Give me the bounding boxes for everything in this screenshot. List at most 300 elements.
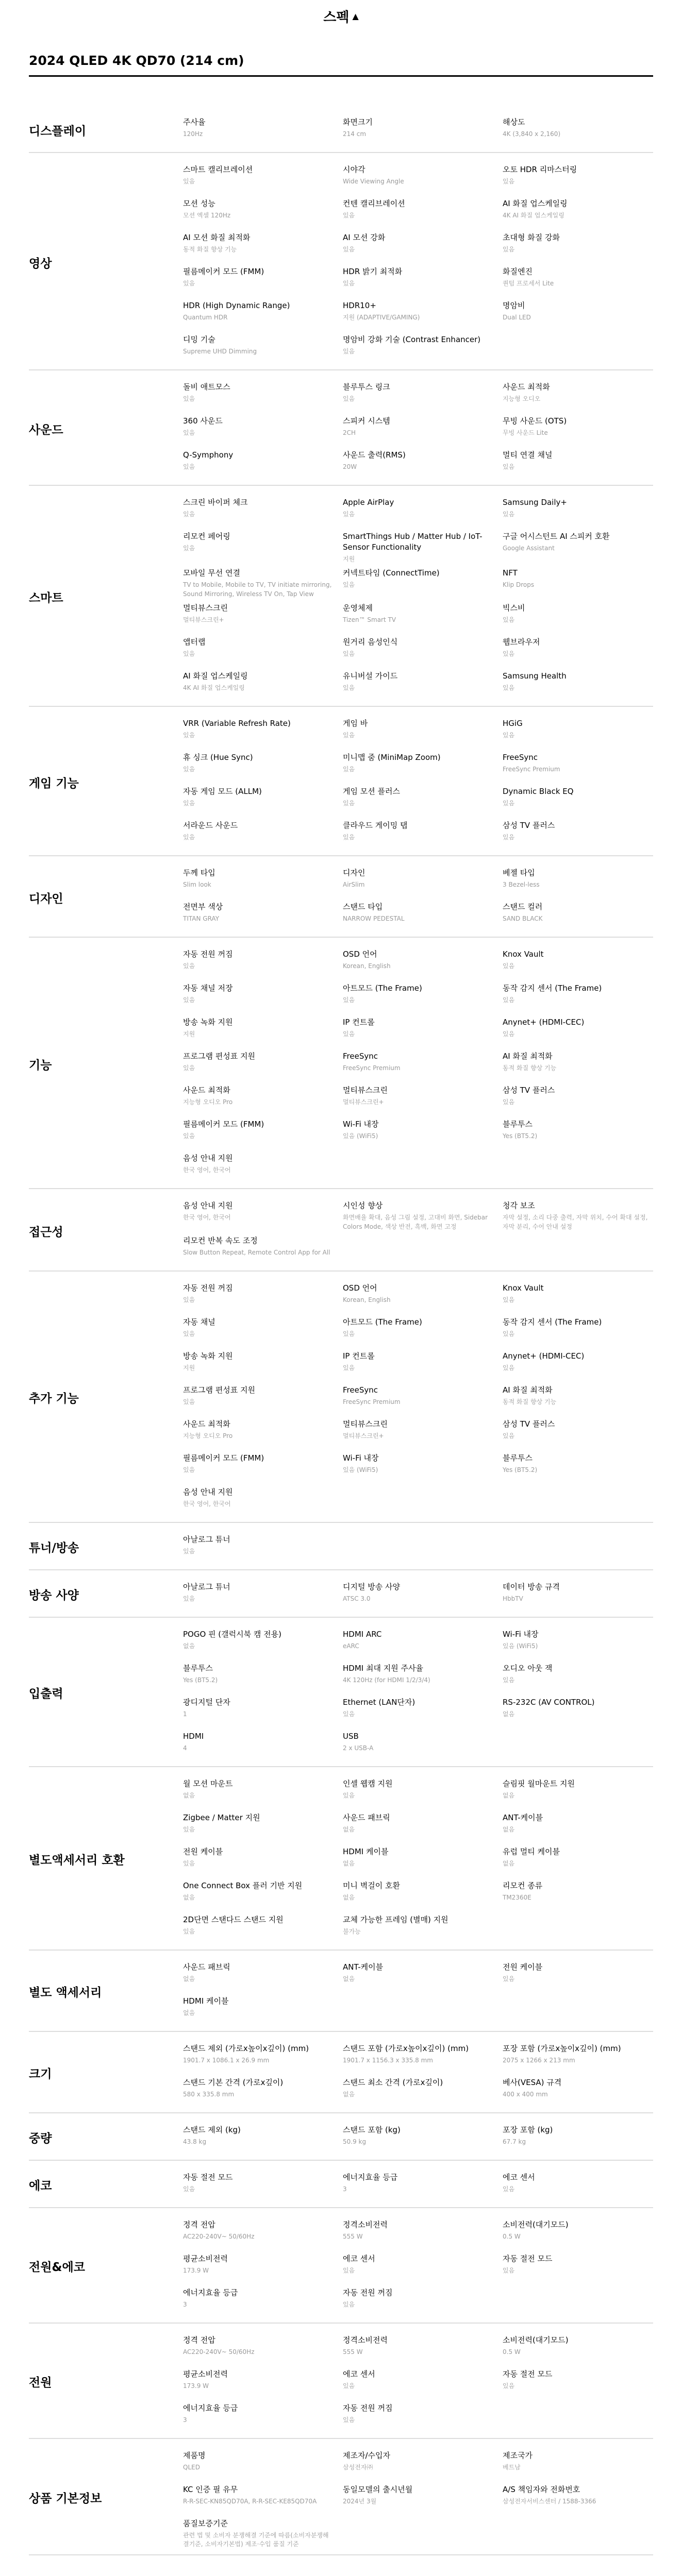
spec-item: [343, 228, 493, 262]
spec-label: 무빙 사운드 (OTS): [503, 416, 567, 426]
spec-value: 지능형 오디오 Pro: [183, 1098, 233, 1106]
spec-value: 4K AI 화질 업스케일링: [183, 684, 245, 692]
spec-item: [503, 2365, 653, 2399]
spec-label: 유럽 멀티 케이블: [503, 1846, 560, 1856]
spec-item: [183, 1774, 334, 1808]
spec-item: [183, 1231, 334, 1265]
spec-value: 있음 (WiFi5): [503, 1642, 538, 1650]
spec-label: 광디지털 단자: [183, 1697, 230, 1707]
spec-value: 있음: [503, 1296, 515, 1303]
spec-value: 4: [183, 1744, 187, 1752]
spec-label: 오디오 아웃 잭: [503, 1663, 553, 1673]
spec-item: [183, 1727, 334, 1761]
spec-item: [183, 262, 334, 296]
spec-item: [343, 1808, 493, 1842]
spec-label: 스탠드 타입: [343, 902, 383, 912]
spec-label: 동작 감지 센서 (The Frame): [503, 1317, 602, 1327]
spec-label: 블루투스: [503, 1453, 533, 1463]
spec-value: 있음: [343, 246, 355, 253]
spec-label: 필름메이커 모드 (FMM): [183, 1120, 264, 1129]
spec-item: [343, 1381, 493, 1415]
spec-item: [343, 1727, 493, 1761]
spec-item: [503, 262, 653, 296]
spec-item: [343, 1530, 493, 1564]
spec-value: 있음: [183, 1330, 195, 1337]
spec-label: NFT: [503, 568, 518, 578]
spec-item: [183, 527, 334, 564]
spec-value: 있음: [503, 463, 515, 470]
spec-value: 3 Bezel-less: [503, 881, 540, 889]
section-title: 영상: [29, 257, 52, 270]
spec-value: 있음: [503, 1364, 515, 1371]
spec-item: [343, 2399, 493, 2433]
chevron-up-icon[interactable]: ▲: [352, 11, 359, 21]
spec-value: 2024년 3월: [343, 2497, 377, 2505]
spec-label: HDR (High Dynamic Range): [183, 301, 290, 310]
spec-item: [343, 564, 493, 599]
spec-item: [503, 1992, 653, 2026]
spec-label: 데이터 방송 규격: [503, 1582, 560, 1591]
spec-value: 없음: [503, 1791, 515, 1799]
spec-value: 있음: [503, 246, 515, 253]
spec-label: RS-232C (AV CONTROL): [503, 1697, 595, 1707]
spec-label: HGiG: [503, 719, 523, 728]
spec-item: [343, 979, 493, 1013]
spec-label: 품질보증기준: [183, 2518, 228, 2528]
spec-value: 없음: [503, 1825, 515, 1833]
spec-item: [503, 2249, 653, 2283]
spec-value: 있음: [343, 1030, 355, 1038]
spec-value: 있음: [343, 800, 355, 807]
spec-grid: [183, 2121, 653, 2155]
spec-label: 음성 안내 지원: [183, 1487, 233, 1497]
spec-item: [183, 2283, 334, 2317]
spec-section: [29, 370, 653, 486]
section-title: 크기: [29, 2067, 52, 2081]
spec-label: 휴 싱크 (Hue Sync): [183, 753, 253, 762]
spec-value: 173.9 W: [183, 2382, 209, 2389]
spec-item: [183, 1992, 334, 2026]
spec-value: 있음: [183, 1927, 195, 1935]
spec-label: 정격소비전력: [343, 2335, 388, 2345]
spec-section: [29, 1523, 653, 1570]
spec-label: 정격소비전력: [343, 2219, 388, 2229]
spec-label: AI 모션 강화: [343, 233, 386, 242]
spec-label: 아트모드 (The Frame): [343, 984, 422, 993]
spec-item: [183, 493, 334, 527]
spec-item: [343, 1910, 493, 1944]
spec-value: 관련 법 및 소비자 분쟁해결 기준에 따름(소비자분쟁해결기준, 소비자기본법) 제조·수입 품질 기준: [183, 2531, 329, 2548]
spec-value: 있음: [183, 1466, 195, 1473]
spec-label: 웹브라우저: [503, 637, 540, 647]
spec-value: 3: [183, 2300, 187, 2308]
spec-value: 555 W: [343, 2232, 363, 2240]
spec-value: 없음: [343, 1825, 355, 1833]
spec-item: [503, 1047, 653, 1081]
spec-item: [343, 945, 493, 979]
spec-value: Yes (BT5.2): [503, 1466, 538, 1473]
spec-value: 있음: [183, 1132, 195, 1140]
spec-item: [503, 897, 653, 931]
section-title: 별도 액세서리: [29, 1986, 102, 2000]
spec-value: Wide Viewing Angle: [343, 178, 404, 185]
spec-label: Samsung Daily+: [503, 498, 567, 507]
spec-value: 지원: [183, 1364, 195, 1371]
spec-item: [183, 1842, 334, 1876]
spec-item: [503, 378, 653, 412]
spec-item: [183, 2073, 334, 2107]
spec-value: 지원: [343, 555, 355, 563]
spec-item: [343, 1279, 493, 1313]
spec-item: [183, 228, 334, 262]
spec-value: 있음: [343, 511, 355, 518]
spec-item: [343, 1449, 493, 1483]
spec-label: 미니맵 줌 (MiniMap Zoom): [343, 753, 441, 762]
spec-section: [29, 2439, 653, 2555]
spec-item: [503, 1279, 653, 1313]
spec-value: 50.9 kg: [343, 2138, 367, 2145]
spec-value: 무빙 사운드 Lite: [503, 429, 548, 436]
spec-item: [183, 113, 334, 147]
spec-value: 없음: [183, 1893, 195, 1901]
spec-item: [503, 1196, 653, 1231]
spec-value: 없음: [183, 1642, 195, 1650]
spec-item: [183, 446, 334, 480]
spec-item: [343, 1313, 493, 1347]
spec-label: ANT-케이블: [503, 1812, 543, 1822]
spec-label: ANT-케이블: [343, 1962, 384, 1972]
spec-item: [503, 446, 653, 480]
spec-item: [343, 1659, 493, 1693]
spec-label: 유니버설 가이드: [343, 671, 398, 681]
spec-item: [343, 2514, 493, 2549]
spec-item: [183, 1013, 334, 1047]
spec-label: Knox Vault: [503, 1283, 544, 1293]
spec-value: 없음: [343, 2090, 355, 2098]
spec-label: 두께 타입: [183, 868, 215, 878]
spec-value: 2075 x 1266 x 213 mm: [503, 2056, 575, 2064]
spec-label: HDMI 최대 지원 주사율: [343, 1663, 423, 1673]
spec-grid: [183, 714, 653, 850]
spec-label: 아날로그 튜너: [183, 1534, 230, 1544]
spec-item: [503, 945, 653, 979]
spec-item: [343, 599, 493, 633]
spec-section: [29, 1272, 653, 1523]
spec-value: 있음: [183, 650, 195, 658]
spec-item: [183, 160, 334, 194]
spec-label: 에너지효율 등급: [183, 2287, 238, 2297]
spec-label: 스탠드 포함 (kg): [343, 2125, 401, 2134]
spec-value: 1901.7 x 1156.3 x 335.8 mm: [343, 2056, 433, 2064]
spec-label: 스크린 바이퍼 체크: [183, 498, 248, 507]
spec-item: [503, 412, 653, 446]
spec-value: 있음: [343, 212, 355, 219]
spec-value: 4K 120Hz (for HDMI 1/2/3/4): [343, 1676, 430, 1684]
spec-label: 베젤 타입: [503, 868, 535, 878]
spec-label: 자동 전원 꺼짐: [343, 2287, 393, 2297]
section-title: 튜너/방송: [29, 1541, 79, 1555]
spec-value: Korean, English: [343, 1296, 391, 1303]
spec-section: [29, 707, 653, 856]
spec-value: 있음: [503, 800, 515, 807]
spec-item: [343, 1047, 493, 1081]
spec-item: [343, 262, 493, 296]
spec-label: 소비전력(대기모드): [503, 2335, 569, 2345]
spec-label: IP 컨트롤: [343, 1351, 375, 1361]
spec-label: 평균소비전력: [183, 2369, 228, 2379]
spec-label: Ethernet (LAN단자): [343, 1697, 415, 1707]
spec-value: 삼성전자㈜: [343, 2463, 373, 2471]
spec-item: [343, 1149, 493, 1183]
spec-item: [183, 714, 334, 748]
spec-value: 4K (3,840 x 2,160): [503, 130, 561, 138]
spec-item: [503, 1483, 653, 1517]
spec-header[interactable]: [0, 0, 682, 32]
spec-item: [183, 1876, 334, 1910]
spec-value: 없음: [183, 1791, 195, 1799]
spec-item: [503, 2168, 653, 2202]
section-title: 전원: [29, 2376, 52, 2390]
spec-value: SAND BLACK: [503, 915, 543, 923]
spec-label: 디자인: [343, 868, 365, 878]
spec-item: [343, 667, 493, 701]
spec-value: 모션 엑셀 120Hz: [183, 212, 231, 219]
spec-value: 삼성전자서비스센터 / 1588-3366: [503, 2497, 596, 2505]
spec-value: 있음: [343, 2300, 355, 2308]
spec-section: [29, 1189, 653, 1272]
spec-label: AI 화질 업스케일링: [503, 199, 568, 208]
spec-label: Wi-Fi 내장: [343, 1453, 379, 1463]
spec-item: [183, 667, 334, 701]
spec-item: [343, 1625, 493, 1659]
spec-item: [343, 1693, 493, 1727]
spec-item: [183, 194, 334, 228]
spec-value: 173.9 W: [183, 2266, 209, 2274]
spec-item: [183, 2168, 334, 2202]
spec-label: 스탠드 컬러: [503, 902, 543, 912]
spec-label: 아트모드 (The Frame): [343, 1317, 422, 1327]
spec-label: Wi-Fi 내장: [343, 1120, 379, 1129]
spec-value: 한국 영어, 한국어: [183, 1214, 231, 1222]
spec-label: 멀티뷰스크린: [343, 1419, 388, 1429]
spec-item: [343, 1578, 493, 1612]
spec-item: [503, 1774, 653, 1808]
spec-value: Supreme UHD Dimming: [183, 348, 257, 355]
spec-item: [183, 2399, 334, 2433]
spec-value: HbbTV: [503, 1595, 523, 1602]
spec-label: One Connect Box 플러 기반 지원: [183, 1880, 303, 1890]
spec-value: Yes (BT5.2): [183, 1676, 218, 1684]
spec-label: 필름메이커 모드 (FMM): [183, 1453, 264, 1463]
spec-section: [29, 2208, 653, 2324]
spec-label: 아날로그 튜너: [183, 1582, 230, 1591]
spec-label: 필름메이커 모드 (FMM): [183, 267, 264, 276]
spec-label: 서라운드 사운드: [183, 821, 238, 831]
spec-label: FreeSync: [503, 753, 538, 762]
spec-item: [503, 1625, 653, 1659]
spec-title: 스펙: [323, 10, 350, 25]
spec-item: [503, 1347, 653, 1381]
spec-label: 방송 녹화 지원: [183, 1351, 233, 1361]
spec-label: SmartThings Hub / Matter Hub / IoT-Sensor Functionality: [343, 532, 483, 552]
spec-label: Dynamic Black EQ: [503, 787, 574, 796]
spec-label: HDMI ARC: [343, 1629, 382, 1639]
spec-value: 지능형 오디오 Pro: [183, 1432, 233, 1439]
spec-value: AC220-240V~ 50/60Hz: [183, 2348, 255, 2355]
spec-label: 디밍 기술: [183, 335, 215, 344]
spec-grid: [183, 1279, 653, 1517]
spec-label: IP 컨트롤: [343, 1018, 375, 1027]
spec-value: 2CH: [343, 429, 356, 436]
spec-value: 있음: [183, 1398, 195, 1405]
spec-value: 있음: [503, 962, 515, 970]
spec-item: [343, 2168, 493, 2202]
spec-item: [183, 1047, 334, 1081]
spec-label: 전원 케이블: [183, 1846, 223, 1856]
spec-value: 있음: [183, 766, 195, 773]
spec-label: 스탠드 포함 (가로x높이x깊이) (mm): [343, 2043, 469, 2053]
spec-label: Knox Vault: [503, 950, 544, 959]
spec-section: [29, 2032, 653, 2113]
spec-item: [503, 1231, 653, 1265]
spec-label: 디지털 방송 사양: [343, 1582, 400, 1591]
spec-section: [29, 1570, 653, 1618]
spec-label: POGO 핀 (갤럭시북 캠 전용): [183, 1629, 281, 1639]
spec-value: 3: [183, 2416, 187, 2424]
spec-item: [343, 2480, 493, 2514]
spec-item: [183, 1196, 334, 1231]
spec-item: [343, 782, 493, 816]
spec-grid: [183, 1578, 653, 1612]
spec-item: [503, 714, 653, 748]
spec-item: [183, 1313, 334, 1347]
spec-value: 있음: [343, 1710, 355, 1718]
spec-item: [343, 1196, 493, 1231]
spec-item: [503, 1381, 653, 1415]
spec-item: [183, 1530, 334, 1564]
spec-label: 교체 가능한 프레임 (별매) 지원: [343, 1914, 448, 1924]
spec-label: Q-Symphony: [183, 450, 234, 460]
spec-label: 해상도: [503, 117, 525, 127]
spec-section: [29, 856, 653, 938]
spec-value: 있음: [503, 650, 515, 658]
spec-label: AI 화질 최적화: [503, 1052, 553, 1061]
spec-value: 있음: [503, 1975, 515, 1982]
spec-item: [183, 1910, 334, 1944]
spec-value: 있음: [343, 766, 355, 773]
spec-item: [343, 714, 493, 748]
spec-value: 멀티뷰스크린+: [343, 1432, 384, 1439]
spec-item: [343, 160, 493, 194]
spec-value: ATSC 3.0: [343, 1595, 371, 1602]
spec-label: 클라우드 게이밍 탭: [343, 821, 408, 831]
spec-item: [503, 816, 653, 850]
spec-item: [343, 1774, 493, 1808]
spec-item: [503, 633, 653, 667]
spec-value: Klip Drops: [503, 581, 535, 589]
spec-value: 1901.7 x 1086.1 x 26.9 mm: [183, 2056, 270, 2064]
spec-value: 없음: [503, 1710, 515, 1718]
spec-section: [29, 153, 653, 370]
spec-value: 있음: [503, 1030, 515, 1038]
spec-label: 전면부 색상: [183, 902, 223, 912]
spec-item: [343, 1115, 493, 1149]
spec-item: [183, 1483, 334, 1517]
spec-item: [503, 979, 653, 1013]
spec-item: [503, 493, 653, 527]
spec-value: 자막 설정, 소리 다중 출력, 자막 위치, 수어 확대 설정, 자막 분리, 수어 안내 설정: [503, 1214, 648, 1230]
spec-item: [343, 1081, 493, 1115]
spec-value: 있음: [183, 1595, 195, 1602]
spec-item: [503, 2480, 653, 2514]
spec-item: [503, 667, 653, 701]
spec-label: 프로그램 편성표 지원: [183, 1385, 255, 1395]
spec-value: 없음: [343, 1859, 355, 1867]
spec-value: 있음: [343, 1791, 355, 1799]
spec-label: KC 인증 필 유무: [183, 2484, 238, 2494]
section-title: 스마트: [29, 591, 63, 605]
spec-label: 스마트 캘리브레이션: [183, 165, 253, 174]
spec-item: [183, 1149, 334, 1183]
spec-label: 스탠드 제외 (kg): [183, 2125, 241, 2134]
spec-label: USB: [343, 1731, 359, 1741]
spec-label: Anynet+ (HDMI-CEC): [503, 1351, 585, 1361]
spec-value: 있음: [183, 1825, 195, 1833]
spec-item: [503, 2331, 653, 2365]
spec-item: [503, 748, 653, 782]
spec-item: [503, 1530, 653, 1564]
spec-label: 사운드 최적화: [183, 1086, 230, 1095]
spec-item: [343, 1992, 493, 2026]
spec-value: Yes (BT5.2): [503, 1132, 538, 1140]
spec-label: 월 모션 마운트: [183, 1778, 233, 1788]
spec-value: 있음: [503, 2185, 515, 2193]
spec-value: 있음: [343, 2382, 355, 2389]
spec-value: Slim look: [183, 881, 211, 889]
spec-value: R-R-SEC-KN85QD70A, R-R-SEC-KE85QD70A: [183, 2497, 317, 2505]
spec-item: [343, 1347, 493, 1381]
spec-grid: [183, 2039, 653, 2107]
spec-label: 자동 전원 꺼짐: [343, 2403, 393, 2413]
spec-label: VRR (Variable Refresh Rate): [183, 719, 291, 728]
spec-value: 있음: [183, 280, 195, 287]
spec-label: Samsung Health: [503, 671, 567, 681]
spec-label: 에너지효율 등급: [343, 2172, 398, 2182]
spec-label: HDR10+: [343, 301, 376, 310]
spec-value: Google Assistant: [503, 545, 555, 552]
spec-label: 자동 절전 모드: [503, 2253, 553, 2263]
spec-label: HDMI 케이블: [183, 1996, 229, 2006]
spec-grid: [183, 2168, 653, 2202]
spec-item: [503, 527, 653, 564]
spec-section: [29, 2324, 653, 2439]
spec-value: 있음: [343, 1330, 355, 1337]
section-title: 입출력: [29, 1687, 63, 1701]
spec-item: [503, 1415, 653, 1449]
spec-item: [183, 1081, 334, 1115]
spec-item: [183, 1415, 334, 1449]
spec-item: [503, 1727, 653, 1761]
spec-value: 화면배율 확대, 음성 그림 설정, 고대비 화면, Sidebar Colors Mode, 색상 반전, 흑백, 화면 고정: [343, 1214, 488, 1230]
spec-label: 제조국가: [503, 2450, 533, 2460]
spec-label: 컨텐 캘리브레이션: [343, 199, 405, 208]
spec-value: 있음: [503, 1676, 515, 1684]
spec-item: [183, 2039, 334, 2073]
spec-grid: [183, 1530, 653, 1564]
spec-item: [183, 1115, 334, 1149]
spec-value: 있음: [503, 996, 515, 1004]
spec-value: 있음: [343, 348, 355, 355]
